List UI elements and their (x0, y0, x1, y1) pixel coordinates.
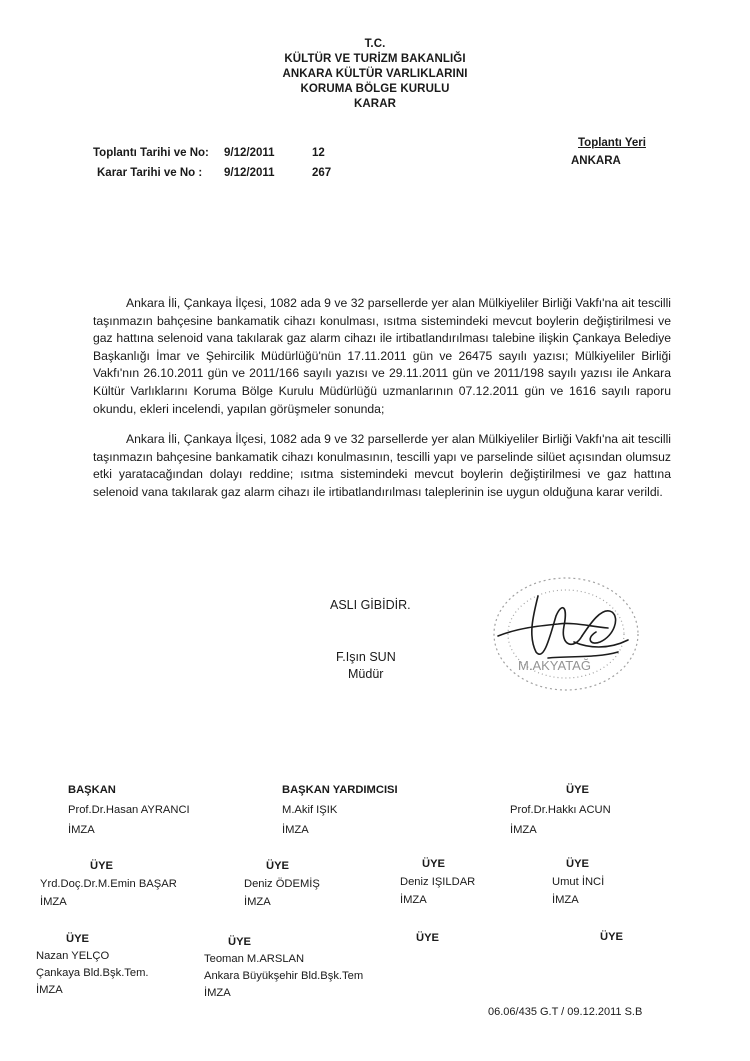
role-label: BAŞKAN (68, 784, 116, 796)
signature-placeholder: İMZA (282, 824, 309, 836)
paragraph-2-text: Ankara İli, Çankaya İlçesi, 1082 ada 9 ve 32 parsellerde yer alan Mülkiyeliler Birliği Vakfı'na ait tescilli taşınmazın bahçesine bankamatik cihazı konulmasının, tescilli yapı ve parselinde silüet açısından olumsuz etki yaratacağından dolayı reddine; ısıtma sistemindeki mevcut boylerin değiştirilmesi ve gaz hattına selenoid vana takılarak gaz alarm cihazı ile irtibatlandırılması taleplerinin ise uygun olduğuna karar verildi. (93, 432, 671, 499)
role-label: ÜYE (566, 784, 590, 796)
role-label: ÜYE (90, 860, 114, 872)
official-stamp-signature (478, 566, 648, 706)
document-reference: 06.06/435 G.T / 09.12.2011 S.B (488, 1006, 643, 1018)
paragraph-1-text: Ankara İli, Çankaya İlçesi, 1082 ada 9 ve 32 parsellerde yer alan Mülkiyeliler Birliği Vakfı'na ait tescilli taşınmazın bahçesine bankamatik cihazı konulması, ısıtma sistemindeki mevcut boylerin değiştirilmesi ve gaz hattına selenoid vana takılarak gaz alarm cihazı ile irtibatlandırılması talebine ilişkin Çankaya Belediye Başkanlığı İmar ve Şehircilik Müdürlüğü'nün 17.11.2011 gün ve 26475 sayılı yazısı; Mülkiyeliler Birliği Vakfı'nın 26.10.2011 gün ve 2011/166 sayılı yazısı ve 29.11.2011 gün ve 2011/198 sayılı yazısı ile Ankara Kültür Varlıklarını Koruma Bölge Kurulu Müdürlüğü uzmanlarının 07.12.2011 gün ve 1616 sayılı raporu okundu, ekleri incelendi, yapılan görüşmeler sonunda; (93, 296, 671, 416)
decision-date-label: Karar Tarihi ve No : (97, 167, 203, 179)
signatory-member-arslan (204, 934, 363, 1002)
role-label: ÜYE (228, 936, 252, 948)
signature-placeholder: İMZA (552, 894, 579, 906)
decision-paragraph-2 (93, 431, 671, 501)
role-label: ÜYE (66, 933, 90, 945)
meeting-date: 9/12/2011 (224, 147, 275, 159)
decision-paragraph-1 (93, 295, 671, 418)
role-label: ÜYE (422, 858, 446, 870)
decision-number: 267 (312, 167, 332, 179)
signatory-organization: Çankaya Bld.Bşk.Tem. (36, 967, 149, 979)
header-karar: KARAR (353, 98, 397, 110)
role-label: ÜYE (566, 858, 590, 870)
signatory-name: Teoman M.ARSLAN (204, 953, 305, 965)
meeting-place-label: Toplantı Yeri (578, 137, 646, 149)
meeting-place: ANKARA (571, 155, 621, 167)
signatory-member-basar (40, 857, 177, 911)
certified-copy-note: ASLI GİBİDİR. (330, 598, 411, 612)
signatory-vice-president (282, 780, 398, 840)
stamp-text: M.AKYATAĞ (518, 658, 591, 673)
signature-placeholder: İMZA (68, 824, 95, 836)
signature-placeholder: İMZA (400, 894, 427, 906)
signatory-member-9 (600, 927, 623, 947)
header-tc: T.C. (364, 38, 386, 50)
signatory-name: Yrd.Doç.Dr.M.Emin BAŞAR (40, 878, 177, 890)
signatory-organization: Ankara Büyükşehir Bld.Bşk.Tem (204, 970, 364, 982)
signatory-name: Prof.Dr.Hakkı ACUN (510, 804, 611, 816)
meeting-number: 12 (312, 147, 325, 159)
director-name: F.Işın SUN (336, 650, 396, 664)
signatory-member-8 (416, 928, 439, 948)
header-board-line2: KORUMA BÖLGE KURULU (300, 83, 450, 95)
signatory-name: Umut İNCİ (552, 876, 605, 888)
signatory-member-yelco (36, 931, 149, 999)
signature-placeholder: İMZA (204, 987, 231, 999)
signatory-name: Deniz ÖDEMİŞ (244, 878, 320, 890)
header-board-line1: ANKARA KÜLTÜR VARLIKLARINI (282, 68, 468, 80)
role-label: ÜYE (266, 860, 290, 872)
header-ministry: KÜLTÜR VE TURİZM BAKANLIĞI (284, 53, 466, 65)
signatory-name: M.Akif IŞIK (282, 804, 338, 816)
role-label: ÜYE (416, 932, 440, 944)
role-label: BAŞKAN YARDIMCISI (282, 784, 398, 796)
decision-date: 9/12/2011 (224, 167, 275, 179)
signatory-name: Prof.Dr.Hasan AYRANCI (68, 804, 190, 816)
signature-placeholder: İMZA (510, 824, 537, 836)
signatory-name: Nazan YELÇO (36, 950, 110, 962)
signatory-name: Deniz IŞILDAR (400, 876, 476, 888)
signatory-member-acun (510, 780, 611, 840)
meeting-date-label: Toplantı Tarihi ve No: (93, 147, 209, 159)
signatory-member-inci (552, 855, 604, 909)
signatory-president (68, 780, 190, 840)
role-label: ÜYE (600, 931, 624, 943)
signatory-member-isildar (400, 855, 475, 909)
signature-placeholder: İMZA (40, 896, 67, 908)
director-title: Müdür (348, 667, 384, 681)
signatory-member-odemis (244, 857, 320, 911)
signature-placeholder: İMZA (36, 984, 63, 996)
signature-placeholder: İMZA (244, 896, 271, 908)
